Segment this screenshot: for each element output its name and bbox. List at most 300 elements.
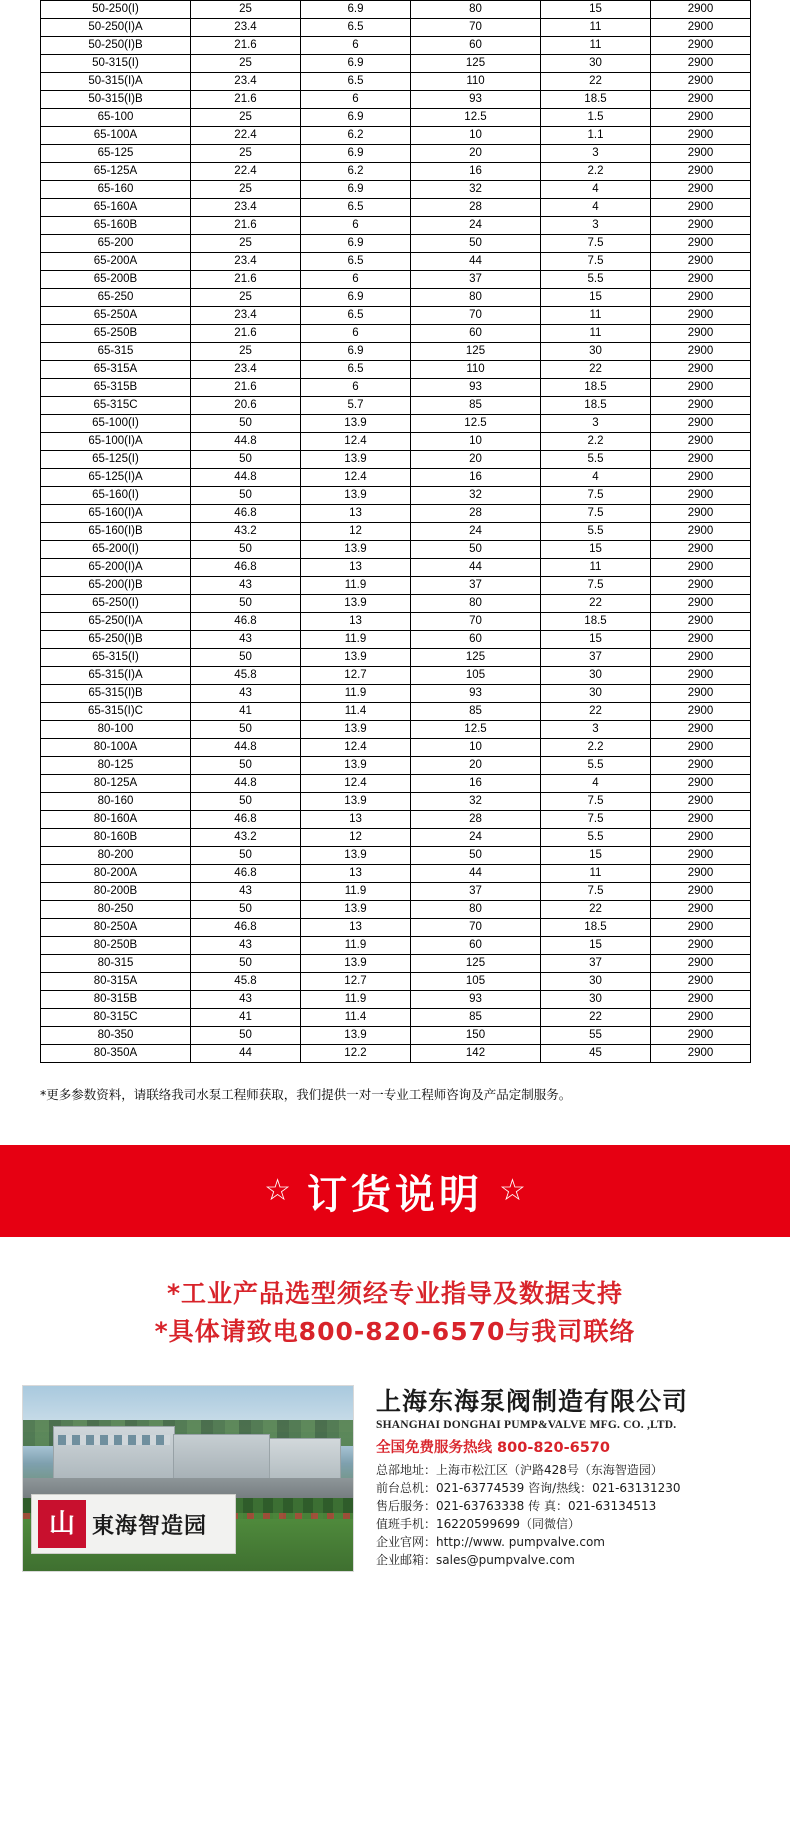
cell-value: 6.9 [301,181,411,199]
table-row [41,991,751,1009]
cell-value: 13.9 [301,541,411,559]
table-row [41,919,751,937]
cell-value: 6 [301,91,411,109]
cell-value: 10 [411,127,541,145]
contact-row-email[interactable]: 企业邮箱：sales@pumpvalve.com [376,1553,575,1567]
cell-model: 80-315 [41,955,191,973]
cell-model: 65-315A [41,361,191,379]
cell-value: 6.9 [301,289,411,307]
table-row [41,847,751,865]
cell-value: 45.8 [191,667,301,685]
cell-value: 30 [541,991,651,1009]
cell-value: 2900 [651,379,751,397]
cell-value: 37 [411,271,541,289]
cell-value: 2900 [651,685,751,703]
cell-model: 65-250B [41,325,191,343]
cell-model: 65-250(I)A [41,613,191,631]
cell-value: 13 [301,613,411,631]
table-row [41,343,751,361]
cell-value: 13.9 [301,595,411,613]
cell-value: 85 [411,1009,541,1027]
cell-value: 2900 [651,199,751,217]
contact-row-after-sales: 售后服务：021-63763338 传 真：021-63134513 [376,1499,657,1513]
cell-model: 80-160 [41,793,191,811]
cell-value: 6.9 [301,1,411,19]
cell-value: 5.5 [541,271,651,289]
cell-model: 80-160B [41,829,191,847]
cell-value: 12.5 [411,721,541,739]
table-row [41,541,751,559]
cell-value: 15 [541,937,651,955]
cell-value: 4 [541,775,651,793]
company-logo-icon [38,1500,86,1548]
cell-value: 37 [411,883,541,901]
cell-value: 12.5 [411,415,541,433]
cell-value: 50 [191,1027,301,1045]
cell-value: 7.5 [541,883,651,901]
cell-value: 11 [541,19,651,37]
cell-value: 6.9 [301,145,411,163]
table-row [41,181,751,199]
cell-model: 80-100 [41,721,191,739]
cell-value: 28 [411,811,541,829]
cell-value: 44.8 [191,433,301,451]
cell-value: 25 [191,289,301,307]
cell-model: 65-200A [41,253,191,271]
cell-value: 46.8 [191,613,301,631]
contact-row-website[interactable]: 企业官网：http://www. pumpvalve.com [376,1535,605,1549]
cell-value: 2900 [651,667,751,685]
cell-value: 2900 [651,253,751,271]
cell-value: 2900 [651,1,751,19]
cell-value: 2900 [651,415,751,433]
cell-value: 60 [411,325,541,343]
cell-model: 65-315(I)A [41,667,191,685]
cell-value: 11.9 [301,991,411,1009]
cell-value: 70 [411,919,541,937]
cell-value: 43 [191,631,301,649]
park-sign [31,1494,236,1554]
cell-model: 65-315C [41,397,191,415]
cell-value: 46.8 [191,811,301,829]
cell-value: 2900 [651,361,751,379]
table-row [41,865,751,883]
cell-value: 85 [411,397,541,415]
cell-value: 4 [541,181,651,199]
cell-value: 2900 [651,703,751,721]
cell-model: 80-315B [41,991,191,1009]
cell-value: 6.9 [301,235,411,253]
cell-value: 50 [191,955,301,973]
photo-building-1 [53,1426,175,1480]
cell-model: 65-100 [41,109,191,127]
cell-value: 2900 [651,613,751,631]
cell-value: 2900 [651,577,751,595]
cell-value: 6.5 [301,361,411,379]
cell-value: 18.5 [541,613,651,631]
cell-value: 93 [411,685,541,703]
table-row [41,55,751,73]
cell-value: 2900 [651,649,751,667]
cell-value: 44 [411,253,541,271]
cell-model: 65-100(I)A [41,433,191,451]
cell-value: 15 [541,631,651,649]
cell-value: 25 [191,55,301,73]
table-row [41,145,751,163]
cell-value: 46.8 [191,865,301,883]
cell-value: 13.9 [301,955,411,973]
cell-value: 2900 [651,469,751,487]
cell-value: 12.5 [411,109,541,127]
table-row [41,361,751,379]
cell-value: 6.5 [301,73,411,91]
cell-value: 11 [541,325,651,343]
cell-value: 50 [191,451,301,469]
cell-value: 2.2 [541,163,651,181]
cell-value: 11.9 [301,883,411,901]
cell-value: 2900 [651,883,751,901]
table-row [41,811,751,829]
table-row [41,631,751,649]
table-row [41,271,751,289]
cell-value: 5.5 [541,523,651,541]
cell-value: 1.1 [541,127,651,145]
cell-value: 2900 [651,955,751,973]
cell-value: 20 [411,145,541,163]
cell-value: 30 [541,667,651,685]
cell-value: 44 [411,865,541,883]
cell-value: 22.4 [191,127,301,145]
cell-value: 13.9 [301,757,411,775]
cell-value: 13.9 [301,649,411,667]
cell-value: 22 [541,1009,651,1027]
cell-model: 50-315(I)A [41,73,191,91]
cell-value: 2900 [651,289,751,307]
table-row [41,523,751,541]
cell-value: 2900 [651,811,751,829]
cell-model: 65-315(I)B [41,685,191,703]
cell-value: 18.5 [541,919,651,937]
cell-value: 43.2 [191,829,301,847]
cell-value: 2900 [651,73,751,91]
cell-value: 125 [411,343,541,361]
cell-value: 21.6 [191,217,301,235]
cell-value: 2900 [651,163,751,181]
banner-title: 订货说明 [307,1171,483,1218]
cell-value: 2900 [651,541,751,559]
table-row [41,757,751,775]
cell-value: 24 [411,523,541,541]
cell-value: 2900 [651,127,751,145]
order-note-line-1: *工业产品选型须经专业指导及数据支持 [166,1279,624,1308]
photo-building-3 [269,1438,341,1480]
cell-value: 5.5 [541,757,651,775]
cell-value: 2900 [651,451,751,469]
banner-inner [264,1163,526,1220]
cell-value: 6.9 [301,55,411,73]
table-row [41,685,751,703]
cell-value: 11.9 [301,577,411,595]
cell-model: 80-350 [41,1027,191,1045]
company-name-cn: 上海东海泵阀制造有限公司 [376,1387,689,1416]
cell-value: 2900 [651,109,751,127]
cell-value: 43.2 [191,523,301,541]
cell-value: 6.9 [301,109,411,127]
cell-value: 37 [541,649,651,667]
cell-value: 6 [301,37,411,55]
cell-value: 12.7 [301,667,411,685]
cell-value: 2900 [651,1009,751,1027]
table-row [41,1,751,19]
cell-value: 6.2 [301,127,411,145]
cell-value: 22 [541,361,651,379]
star-icon-left: ☆ [264,1174,291,1207]
cell-value: 5.5 [541,451,651,469]
cell-value: 24 [411,829,541,847]
cell-model: 65-125(I)A [41,469,191,487]
footer [0,1385,790,1596]
cell-value: 2900 [651,19,751,37]
table-row [41,415,751,433]
table-row [41,1009,751,1027]
cell-value: 50 [191,487,301,505]
cell-value: 50 [411,235,541,253]
cell-value: 28 [411,505,541,523]
table-row [41,793,751,811]
cell-value: 6 [301,325,411,343]
table-row [41,37,751,55]
cell-value: 11.4 [301,703,411,721]
cell-value: 18.5 [541,91,651,109]
cell-value: 44 [411,559,541,577]
cell-value: 44.8 [191,469,301,487]
table-row [41,901,751,919]
cell-value: 80 [411,289,541,307]
cell-value: 41 [191,703,301,721]
cell-value: 2900 [651,829,751,847]
cell-value: 125 [411,955,541,973]
cell-value: 25 [191,109,301,127]
cell-model: 65-160B [41,217,191,235]
cell-value: 12.7 [301,973,411,991]
cell-value: 11.9 [301,631,411,649]
cell-value: 2.2 [541,433,651,451]
cell-value: 2900 [651,1027,751,1045]
table-row [41,955,751,973]
cell-value: 43 [191,991,301,1009]
cell-value: 30 [541,685,651,703]
cell-value: 2900 [651,523,751,541]
cell-value: 41 [191,1009,301,1027]
cell-value: 21.6 [191,379,301,397]
cell-value: 23.4 [191,361,301,379]
cell-value: 2900 [651,901,751,919]
cell-value: 3 [541,721,651,739]
cell-value: 6.9 [301,343,411,361]
cell-value: 13.9 [301,1027,411,1045]
table-row [41,775,751,793]
cell-model: 80-200B [41,883,191,901]
cell-value: 6.5 [301,307,411,325]
cell-value: 2900 [651,973,751,991]
table-row [41,595,751,613]
cell-value: 12.4 [301,739,411,757]
cell-value: 20.6 [191,397,301,415]
cell-value: 23.4 [191,19,301,37]
cell-model: 65-125 [41,145,191,163]
cell-value: 142 [411,1045,541,1063]
cell-model: 80-125 [41,757,191,775]
cell-value: 2900 [651,91,751,109]
cell-value: 6.5 [301,199,411,217]
cell-value: 15 [541,289,651,307]
cell-value: 13 [301,811,411,829]
cell-value: 60 [411,37,541,55]
cell-model: 80-250A [41,919,191,937]
cell-value: 12 [301,829,411,847]
cell-value: 43 [191,937,301,955]
cell-value: 2900 [651,991,751,1009]
cell-value: 46.8 [191,505,301,523]
cell-value: 25 [191,181,301,199]
cell-value: 50 [191,847,301,865]
cell-value: 13.9 [301,901,411,919]
cell-value: 13.9 [301,793,411,811]
star-icon-right: ☆ [499,1174,526,1207]
table-row [41,397,751,415]
cell-value: 15 [541,1,651,19]
cell-value: 70 [411,307,541,325]
spec-table [40,0,751,1063]
order-notes [0,1237,790,1385]
cell-value: 22 [541,901,651,919]
cell-value: 50 [191,649,301,667]
table-row [41,109,751,127]
cell-model: 65-125A [41,163,191,181]
cell-value: 50 [191,415,301,433]
table-row [41,289,751,307]
cell-value: 7.5 [541,577,651,595]
table-row [41,1027,751,1045]
cell-value: 12.2 [301,1045,411,1063]
table-row [41,649,751,667]
cell-value: 5.7 [301,397,411,415]
cell-value: 13.9 [301,451,411,469]
cell-value: 2900 [651,487,751,505]
cell-value: 32 [411,181,541,199]
cell-value: 70 [411,613,541,631]
cell-value: 45.8 [191,973,301,991]
cell-model: 80-250B [41,937,191,955]
table-row [41,667,751,685]
cell-value: 4 [541,199,651,217]
cell-value: 6.2 [301,163,411,181]
cell-model: 65-315(I)C [41,703,191,721]
cell-value: 2900 [651,595,751,613]
cell-value: 10 [411,433,541,451]
cell-value: 11.9 [301,937,411,955]
cell-model: 65-100A [41,127,191,145]
table-row [41,433,751,451]
cell-model: 65-200 [41,235,191,253]
cell-value: 11.4 [301,1009,411,1027]
table-row [41,721,751,739]
cell-model: 65-250(I) [41,595,191,613]
cell-model: 80-200 [41,847,191,865]
cell-value: 13 [301,919,411,937]
cell-model: 65-250 [41,289,191,307]
cell-value: 50 [191,757,301,775]
table-row [41,19,751,37]
cell-value: 80 [411,1,541,19]
cell-value: 6.5 [301,253,411,271]
cell-value: 6.5 [301,19,411,37]
cell-value: 50 [411,541,541,559]
cell-model: 80-350A [41,1045,191,1063]
order-note-line-2: *具体请致电800-820-6570与我司联络 [154,1317,636,1346]
table-row [41,127,751,145]
cell-model: 80-125A [41,775,191,793]
cell-value: 12.4 [301,469,411,487]
table-row [41,163,751,181]
cell-value: 44.8 [191,739,301,757]
cell-value: 2900 [651,559,751,577]
table-row [41,505,751,523]
cell-value: 2900 [651,181,751,199]
cell-value: 80 [411,901,541,919]
cell-value: 23.4 [191,73,301,91]
cell-value: 22 [541,595,651,613]
cell-value: 1.5 [541,109,651,127]
cell-value: 7.5 [541,505,651,523]
cell-model: 65-315 [41,343,191,361]
cell-value: 4 [541,469,651,487]
cell-value: 22 [541,73,651,91]
cell-value: 2900 [651,757,751,775]
contact-row-duty-mobile: 值班手机：16220599699（同微信） [376,1517,580,1531]
table-row [41,559,751,577]
address: 总部地址：上海市松江区（沪路428号（东海智造园） [376,1463,663,1477]
order-instructions-banner [0,1145,790,1237]
cell-value: 44.8 [191,775,301,793]
cell-value: 105 [411,667,541,685]
cell-value: 13.9 [301,487,411,505]
cell-value: 11 [541,559,651,577]
cell-value: 43 [191,685,301,703]
cell-model: 50-250(I)A [41,19,191,37]
cell-value: 50 [191,595,301,613]
cell-value: 11.9 [301,685,411,703]
cell-value: 2900 [651,271,751,289]
table-row [41,577,751,595]
table-row [41,469,751,487]
cell-value: 13 [301,559,411,577]
cell-value: 23.4 [191,307,301,325]
cell-model: 65-200B [41,271,191,289]
cell-value: 44 [191,1045,301,1063]
cell-value: 85 [411,703,541,721]
cell-value: 37 [411,577,541,595]
cell-value: 24 [411,217,541,235]
cell-value: 2900 [651,865,751,883]
cell-model: 50-315(I) [41,55,191,73]
cell-model: 65-160A [41,199,191,217]
cell-value: 2900 [651,235,751,253]
cell-value: 13.9 [301,415,411,433]
cell-value: 93 [411,379,541,397]
cell-value: 46.8 [191,559,301,577]
cell-value: 46.8 [191,919,301,937]
